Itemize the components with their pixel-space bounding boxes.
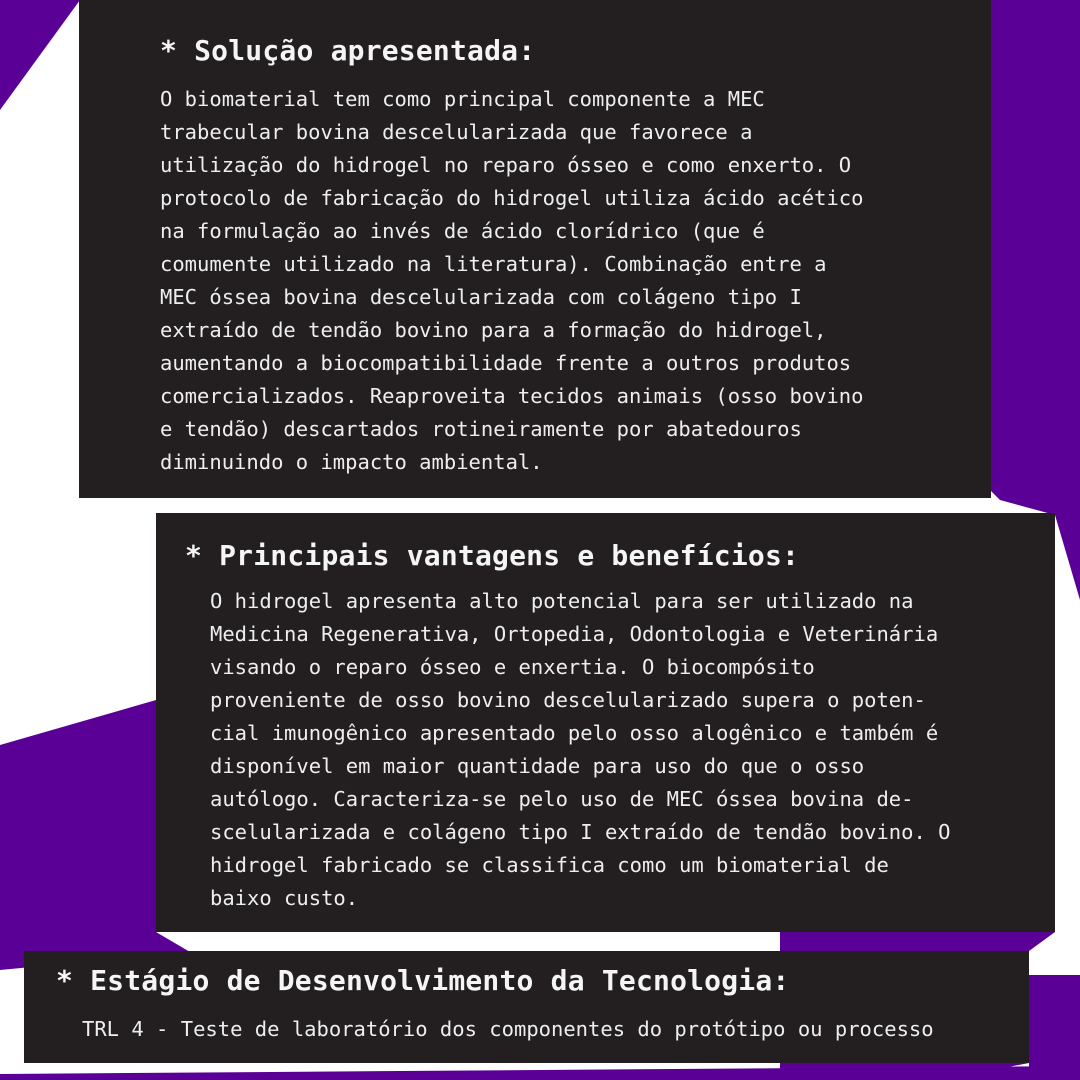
advantages-text: O hidrogel apresenta alto potencial para ser utilizado na Medicina Regenerativa, Ortopedia, Odontologia e Veterinária visando o reparo ósseo e enxertia. O biocompósito proveniente de osso bovino descelularizado supera o poten- cial imunogênico apresentado pelo osso alogênico e também é disponível em maior quantidade para uso do que o osso autólogo. Caracteriza-se pelo uso de MEC óssea bovina de- scelularizada e colágeno tipo I extraído de tendão bovino. O hidrogel fabricado se classifica como um biomaterial de baixo custo. — [210, 589, 951, 910]
development-stage-card — [24, 951, 1029, 1063]
solution-text: O biomaterial tem como principal componente a MEC trabecular bovina descelularizada que favorece a utilização do hidrogel no reparo ósseo e como enxerto. O protocolo de fabricação do hidrogel utiliza ácido acético na formulação ao invés de ácido clorídrico (que é comumente utilizado na literatura). Combinação entre a MEC óssea bovina descelularizada com colágeno tipo I extraído de tendão bovino para a formação do hidrogel, aumentando a biocompatibilidade frente a outros produtos comercializados. Reaproveita tecidos animais (osso bovino e tendão) descartados rotineiramente por abatedouros diminuindo o impacto ambiental. — [160, 87, 864, 474]
solution-card — [79, 0, 991, 498]
advantages-heading: * Principais vantagens e benefícios: — [185, 539, 800, 572]
development-stage-text: TRL 4 - Teste de laboratório dos componentes do protótipo ou processo — [82, 1017, 934, 1041]
advantages-card — [156, 513, 1055, 932]
solution-heading: * Solução apresentada: — [160, 34, 536, 67]
development-stage-heading: * Estágio de Desenvolvimento da Tecnologia: — [56, 964, 790, 997]
